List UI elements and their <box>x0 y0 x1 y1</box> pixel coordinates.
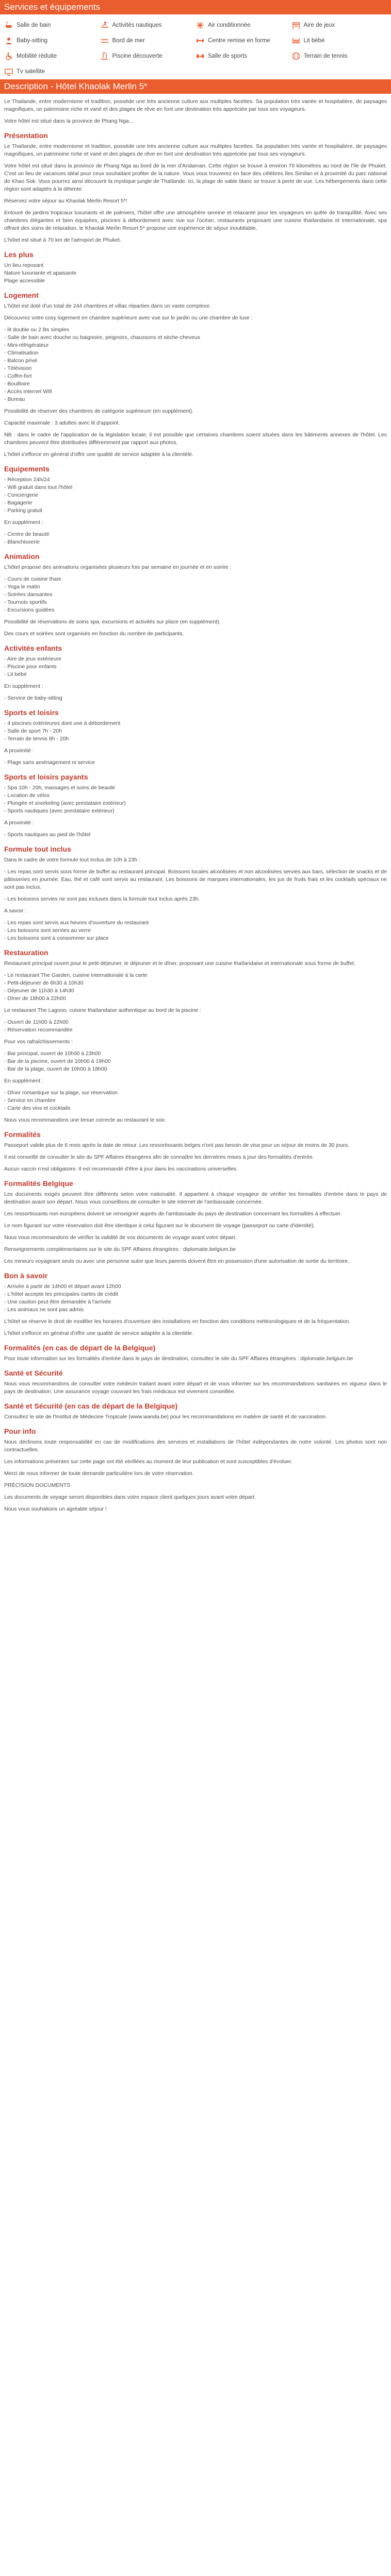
section-heading: Présentation <box>4 131 48 140</box>
service-label: Centre remise en forme <box>208 38 270 44</box>
paragraph: A proximité : <box>4 820 34 826</box>
service-label: Salle de bain <box>17 22 51 28</box>
list-line: Nature luxuriante et apaisante <box>4 270 77 276</box>
section-heading: Formalités Belgique <box>4 1179 73 1188</box>
list-line: - Excursions guidées <box>4 607 55 613</box>
service-label: Activités nautiques <box>112 22 162 28</box>
line-list <box>4 326 387 403</box>
list-line: - Sports nautiques au pied de l'hôtel <box>4 832 91 838</box>
service-label: Tv satellite <box>17 69 45 75</box>
list-line: - Lit bébé <box>4 671 27 677</box>
paragraph: NB : dans le cadre de l'application de la législation locale, il est possible que certaines chambres soient situées dans les bâtiments annexes de l'hôtel. Les chambres peuvent être distribuées différemment par rapport aux photos. <box>4 432 387 446</box>
line-list <box>4 575 387 614</box>
description-content <box>0 98 391 1513</box>
service-label: Mobilité réduite <box>17 53 57 59</box>
line-list <box>4 1283 387 1314</box>
list-line: - Une caution peut être demandée à l'arrivée <box>4 1299 111 1305</box>
list-line: - Terrain de tennis 8h - 20h <box>4 736 69 742</box>
section-heading: Bon à savoir <box>4 1272 48 1280</box>
list-line: - Service de baby-sitting <box>4 695 62 701</box>
list-line: - 4 piscines extérieures dont une à débordement <box>4 720 121 726</box>
paragraph: L'hôtel propose des animations organisées plusieurs fois par semaine en journée et en soirée : <box>4 564 232 570</box>
list-line: - Spa 10h - 20h, massages et soins de beauté <box>4 785 115 791</box>
weights-icon <box>196 52 205 61</box>
service-item <box>100 52 196 61</box>
list-line: - Salle de sport 7h - 20h <box>4 728 62 734</box>
list-line: - Bar de la plage, ouvert de 10h00 à 18h00 <box>4 1066 107 1072</box>
line-list <box>4 1050 387 1073</box>
crib-icon <box>291 36 301 45</box>
list-line: - Bar principal, ouvert de 10h00 à 23h00 <box>4 1050 101 1057</box>
section-heading: Santé et Sécurité (en cas de départ de la Belgique) <box>4 1402 178 1410</box>
baby-icon <box>4 36 13 45</box>
line-list <box>4 1089 387 1112</box>
list-line: - Coffre-fort <box>4 373 32 379</box>
paragraph: Capacité maximale : 3 adultes avec lit d'appoint. <box>4 420 120 426</box>
bathtub-icon <box>4 21 13 30</box>
paragraph: Les mineurs voyageant seuls ou avec une personne autre que leurs parents doivent être en possession d'une autorisation de sortie du territoire. <box>4 1258 350 1264</box>
snowflake-icon <box>196 21 205 30</box>
service-label: Terrain de tennis <box>303 53 348 59</box>
paragraph: Le restaurant The Lagoon, cuisine thaïlandaise authentique au bord de la piscine : <box>4 1007 202 1013</box>
list-line: - Dîner de 18h00 à 22h00 <box>4 995 66 1002</box>
section-heading: Formalités <box>4 1130 41 1139</box>
paragraph: Votre hôtel est situé dans la province de Phang Nga au bord de la mer d'Andaman. Cette région se trouve à environ 70 kilomètres au nord de l'île de Phuket. C'est un lieu de vacances idéal pour ceux souhaitant profiter de la nature. Vous vous trouverez en face des célèbres îles Similan et à proximité du parc national de Khao Sok. Vous pourrez ainsi découvrir la mystique jungle de Thaïlande. Ici, la plage de sable blanc se trouve à perte de vue. Les hébergements dans cette région sont adaptés à la détente. <box>4 163 387 192</box>
paragraph: Possibilité de réservations de soins spa, excursions et activités sur place (en supplément). <box>4 619 221 625</box>
section-heading: Les plus <box>4 250 34 259</box>
service-item <box>4 67 100 76</box>
list-line: - Arrivée à partir de 14h00 et départ avant 12h00 <box>4 1283 121 1290</box>
line-list <box>4 262 387 285</box>
section-heading: Formalités (en cas de départ de la Belgique) <box>4 1344 156 1352</box>
paragraph: Possibilité de réserver des chambres de catégorie supérieure (en supplément). <box>4 408 194 414</box>
line-list <box>4 694 387 702</box>
service-label: Baby-sitting <box>17 38 48 44</box>
paragraph: Réservez votre séjour au Khaolak Merlin Resort 5*! <box>4 198 127 204</box>
list-line: - Salle de bain avec douche ou baignoire, peignoirs, chaussons et sèche-cheveux <box>4 334 200 341</box>
paragraph: Nous vous recommandons de consulter votre médecin traitant avant votre départ et de vous informer sur les recommandations sanitaires en vigueur dans le pays de destination. Une assurance voyage couvrant les frais médicaux est vivement conseillée. <box>4 1381 387 1395</box>
list-line: - Bagagerie <box>4 500 32 506</box>
paragraph: Le Thaïlande, entre modernisme et tradition, possède une très ancienne culture aux multiples facettes. Sa population très variée et hospitalière, de paysages magnifiques, un patrimoine riche et varié et des plages de rêve en font une destination très appréciée par tous ses voyageurs. <box>4 143 387 157</box>
list-line: - Soirées dansantes <box>4 591 53 598</box>
list-line: - Tournois sportifs <box>4 599 47 605</box>
paragraph: Nous vous recommandons une tenue correcte au restaurant le soir. <box>4 1117 166 1123</box>
paragraph: Entouré de jardins tropicaux luxuriants et de palmiers, l'hôtel offre une atmosphère sereine et relaxante pour les voyageurs en quête de tranquillité. Avec ses chambres élégantes et bien équipées, piscines à débordement avec vue sur l'océan, restaurants proposant une cuisine thaïlandaise et internationale, spa offrant des soins de relaxation, le Khaolak Merlin Resort 5* propose une expérience de séjour inoubliable. <box>4 210 387 231</box>
paragraph: L'hôtel s'efforce en général d'offrir une qualité de service adaptée à la clientèle. <box>4 451 193 457</box>
service-label: Salle de sports <box>208 53 248 59</box>
paragraph: Nous déclinons toute responsabilité en cas de modifications des services et installations de l'hôtel indépendantes de notre volonté. Les photos sont non contractuelles. <box>4 1439 387 1453</box>
paragraph: Pour vos rafraîchissements : <box>4 1039 73 1045</box>
paragraph: Nous vous souhaitons un agréable séjour ! <box>4 1506 107 1512</box>
paragraph: Les documents exigés peuvent être différents selon votre nationalité. Il appartient à chaque voyageur de vérifier les formalités d'entrée dans le pays de destination avant son départ. Nous vous conseillons de consulter le site internet de l'ambassade concernée. <box>4 1191 387 1205</box>
section-heading: Formule tout inclus <box>4 845 71 853</box>
paragraph: Le nom figurant sur votre réservation doit être identique à celui figurant sur le document de voyage (passeport ou carte d'identité). <box>4 1223 315 1229</box>
list-line: - Blanchisserie <box>4 539 40 545</box>
wheelchair-icon <box>4 52 13 61</box>
list-line: - Dîner romantique sur la plage, sur réservation <box>4 1090 118 1096</box>
playground-icon <box>291 21 301 30</box>
description-header: Description - Hôtel Khaolak Merlin 5* <box>0 79 391 94</box>
paragraph: Nous vous recommandons de vérifier la validité de vos documents de voyage avant votre départ. <box>4 1234 237 1241</box>
service-item <box>196 36 291 45</box>
list-line: - Wifi gratuit dans tout l'hôtel <box>4 484 73 490</box>
paragraph: A proximité : <box>4 748 34 754</box>
paragraph: - Les repas sont servis sous forme de buffet au restaurant principal. Boissons locales alcoolisées et non alcoolisées servies aux bars, sélection de snacks et de pâtisseries en journée. Eau, thé et café sont servis au restaurant. Les boissons de marques internationales, les jus de fruits frais et les cocktails spéciaux ne sont pas inclus. <box>4 869 387 890</box>
services-header: Services et équipements <box>0 0 391 14</box>
section-heading: Pour info <box>4 1427 36 1435</box>
service-label: Lit bébé <box>303 38 325 44</box>
list-line: - Carte des vins et cocktails <box>4 1105 71 1111</box>
line-list <box>4 784 387 815</box>
list-line: - Bouilloire <box>4 381 30 387</box>
line-list <box>4 831 387 839</box>
paragraph: Les ressortissants non européens doivent se renseigner auprès de l'ambassade du pays de destination concernant les formalités à effectuer. <box>4 1211 342 1217</box>
line-list <box>4 720 387 743</box>
water-sport-icon <box>100 21 109 30</box>
list-line: - Petit-déjeuner de 6h30 à 10h30 <box>4 980 84 986</box>
list-line: - Yoga le matin <box>4 584 40 590</box>
list-line: - Piscine pour enfants <box>4 664 57 670</box>
service-item <box>100 36 196 45</box>
tennis-icon <box>291 52 301 61</box>
list-line: - Ouvert de 11h00 à 22h00 <box>4 1019 69 1025</box>
paragraph: L'hôtel est doté d'un total de 244 chambres et villas réparties dans un vaste complexe. <box>4 303 211 309</box>
list-line: - Parking gratuit <box>4 507 43 514</box>
line-list <box>4 972 387 1003</box>
list-line: - Les repas sont servis aux heures d'ouverture du restaurant <box>4 920 149 926</box>
list-line: - Conciergerie <box>4 492 38 498</box>
list-line: - Sports nautiques (avec prestataire extérieur) <box>4 808 115 814</box>
paragraph: L'hôtel est situé à 70 km de l'aéroport de Phuket. <box>4 237 121 243</box>
list-line: - Bar de la piscine, ouvert de 10h00 à 19h00 <box>4 1058 111 1064</box>
description-blocks <box>4 117 387 1513</box>
section-heading: Activités enfants <box>4 644 62 652</box>
service-item <box>4 52 100 61</box>
section-heading: Sports et loisirs <box>4 708 59 717</box>
list-line: Un lieu reposant <box>4 262 44 268</box>
service-item <box>4 21 100 30</box>
service-label: Piscine découverte <box>112 53 162 59</box>
dumbbell-icon <box>196 36 205 45</box>
paragraph: Restaurant principal ouvert pour le petit-déjeuner, le déjeuner et le dîner, proposant une cuisine thaïlandaise et internationale sous forme de buffet. <box>4 960 355 967</box>
list-line: - Déjeuner de 11h30 à 14h30 <box>4 988 74 994</box>
list-line: - Bureau <box>4 396 25 402</box>
list-line: - Climatisation <box>4 350 39 356</box>
paragraph: L'hôtel se réserve le droit de modifier les horaires d'ouverture des installations en fonction des conditions météorologiques et de la fréquentation. <box>4 1318 351 1325</box>
service-label: Air conditionnée <box>208 22 251 28</box>
list-line: - L'hôtel accepte les principales cartes de crédit <box>4 1291 118 1297</box>
line-list <box>4 531 387 546</box>
section-heading: Logement <box>4 291 39 299</box>
paragraph: Pour toute information sur les formalités d'entrée dans le pays de destination, consultez le site du SPF Affaires étrangères : diplomatie.belgium.be <box>4 1355 353 1362</box>
service-item <box>196 21 291 30</box>
pool-icon <box>100 52 109 61</box>
line-list <box>4 919 387 942</box>
paragraph: Dans le cadre de votre formule tout inclus de 10h à 23h : <box>4 857 140 863</box>
wave-icon <box>100 36 109 45</box>
paragraph: Passeport valide plus de 6 mois après la date de retour. Les ressortissants belges n'ont pas besoin de visa pour un séjour de moins de 30 jours. <box>4 1142 350 1148</box>
list-line: - Aire de jeux extérieure <box>4 656 61 662</box>
service-item <box>291 36 387 45</box>
list-line: - Centre de beauté <box>4 531 50 537</box>
paragraph: Il est conseillé de consulter le site du SPF Affaires étrangères afin de connaître les dernières mises à jour des formalités d'entrée. <box>4 1154 314 1160</box>
list-line: - Location de vélos <box>4 792 50 799</box>
list-line: Plage accessible <box>4 278 45 284</box>
paragraph: A savoir : <box>4 908 27 914</box>
list-line: - Service en chambre <box>4 1097 56 1104</box>
service-label: Bord de mer <box>112 38 145 44</box>
line-list <box>4 759 387 767</box>
list-line: - Les boissons sont à consommer sur place <box>4 935 109 941</box>
paragraph: Les documents de voyage seront disponibles dans votre espace client quelques jours avant votre départ. <box>4 1494 256 1500</box>
services-grid <box>0 14 391 79</box>
section-heading: Restauration <box>4 948 48 957</box>
paragraph: En supplément : <box>4 1078 43 1084</box>
list-line: - Accès internet Wifi <box>4 388 52 395</box>
paragraph: PRÉCISION DOCUMENTS <box>4 1482 71 1488</box>
service-item <box>4 36 100 45</box>
paragraph: Renseignements complémentaires sur le site du SPF Affaires étrangères : diplomatie.belgium.be <box>4 1246 236 1252</box>
list-line: - Balcon privé <box>4 358 38 364</box>
list-line: - lit double ou 2 lits simples <box>4 327 70 333</box>
list-line: - Réservation recommandée <box>4 1027 73 1033</box>
list-line: - Télévision <box>4 365 32 371</box>
list-line: - Réception 24h/24 <box>4 477 50 483</box>
list-line: - Mini-réfrigérateur <box>4 342 49 348</box>
paragraph: En supplément : <box>4 683 43 689</box>
list-line: - Les boissons sont servies au verre <box>4 927 91 934</box>
paragraph: Consultez le site de l'Institut de Médecine Tropicale (www.wanda.be) pour les recommandations en matière de santé et de vaccination. <box>4 1414 327 1420</box>
paragraph: Les informations présentes sur cette page ont été vérifiées au moment de leur publication et sont susceptibles d'évoluer. <box>4 1459 292 1465</box>
tv-icon <box>4 67 13 76</box>
paragraph: Aucun vaccin n'est obligatoire. Il est recommandé d'être à jour dans les vaccinations universelles. <box>4 1166 238 1172</box>
list-line: - Le restaurant The Garden, cuisine internationale à la carte <box>4 972 148 978</box>
service-item <box>196 52 291 61</box>
service-item <box>291 21 387 30</box>
list-line: - Les animaux ne sont pas admis <box>4 1307 84 1313</box>
section-heading: Animation <box>4 552 40 561</box>
section-heading: Santé et Sécurité <box>4 1369 63 1377</box>
intro-paragraph: Le Thailande, entre modernisme et tradition, possède une très ancienne culture aux multiples facettes. Sa population très variée et hospitalière, de paysages magnifiques, un patrimoine riche et varié et des plages de rêve en font une destination très appréciée par tous ses voyageurs. <box>4 98 387 112</box>
paragraph: - Les boissons servies ne sont pas incluses dans la formule tout inclus après 23h. <box>4 896 200 902</box>
line-list <box>4 655 387 679</box>
paragraph: Merci de nous informer de toute demande particulière lors de votre réservation. <box>4 1470 194 1477</box>
list-line: - Plage sans aménagement ni service <box>4 759 95 766</box>
paragraph: Découvrez votre cosy logement en chambre supérieure avec vue sur le jardin ou une chambre de luxe : <box>4 315 253 321</box>
service-item <box>100 21 196 30</box>
paragraph: Votre hôtel est situé dans la province de Phang Nga... <box>4 118 134 124</box>
paragraph: L'hôtel s'efforce en général d'offrir une qualité de service adaptée à la clientèle. <box>4 1330 193 1336</box>
line-list <box>4 1019 387 1034</box>
service-item <box>291 52 387 61</box>
paragraph: Des cours et soirées sont organisés en fonction du nombre de participants. <box>4 631 184 637</box>
list-line: - Plongée et snorkeling (avec prestataire extérieur) <box>4 800 126 806</box>
list-line: - Cours de cuisine thaïe <box>4 576 61 582</box>
section-heading: Equipements <box>4 465 50 473</box>
service-label: Aire de jeux <box>303 22 335 28</box>
section-heading: Sports et loisirs payants <box>4 773 88 781</box>
line-list <box>4 476 387 515</box>
paragraph: En supplément : <box>4 519 43 526</box>
